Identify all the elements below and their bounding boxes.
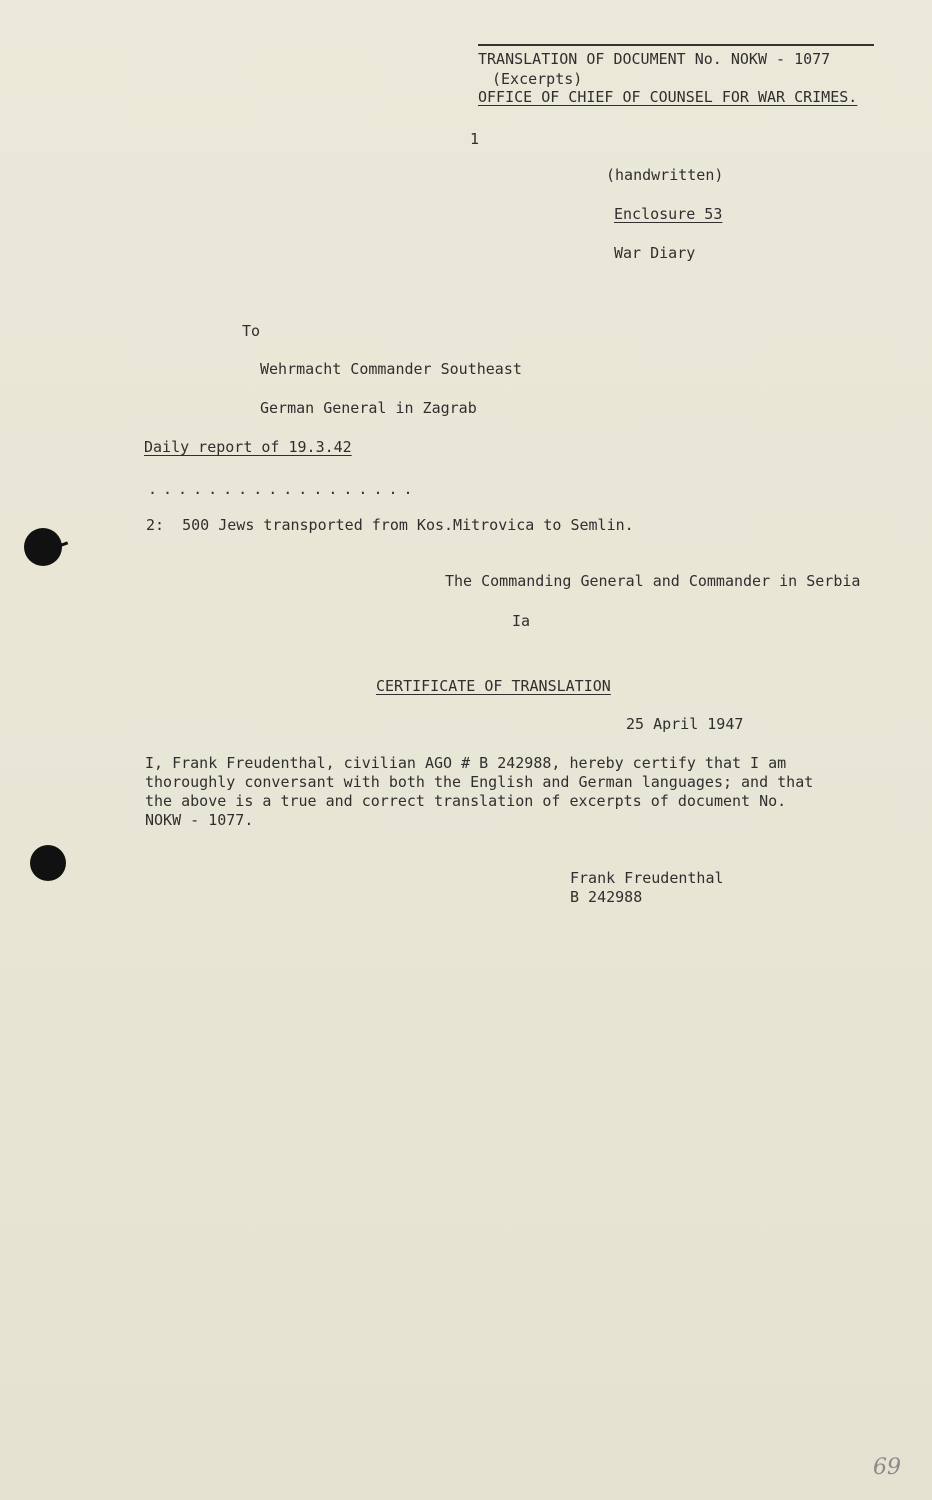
signature-name: Frank Freudenthal	[570, 869, 724, 887]
punch-hole-upper	[24, 528, 62, 566]
handwritten-note: (handwritten)	[606, 166, 724, 184]
header-excerpts: (Excerpts)	[492, 70, 583, 88]
certificate-line: thoroughly conversant with both the English and German languages; and that	[145, 773, 814, 791]
certificate-title: CERTIFICATE OF TRANSLATION	[376, 677, 611, 695]
enclosure-label: Enclosure 53	[614, 205, 723, 223]
archive-page-number: 69	[873, 1455, 901, 1480]
signoff-line2: Ia	[512, 612, 531, 630]
header-rule	[478, 44, 874, 46]
report-title: Daily report of 19.3.42	[144, 438, 352, 456]
addressee-to: To	[242, 322, 261, 340]
war-diary-label: War Diary	[614, 244, 696, 262]
punch-hole-lower	[30, 845, 66, 881]
addressee-line2: German General in Zagrab	[260, 399, 477, 417]
certificate-line: the above is a true and correct translation of excerpts of document No.	[145, 792, 787, 810]
ellipsis-dots: ..................	[148, 480, 419, 498]
certificate-line: I, Frank Freudenthal, civilian AGO # B 242988, hereby certify that I am	[145, 754, 787, 772]
report-item-2: 2: 500 Jews transported from Kos.Mitrovica to Semlin.	[146, 516, 634, 534]
signoff-line1: The Commanding General and Commander in Serbia	[445, 572, 861, 590]
certificate-date: 25 April 1947	[626, 715, 744, 733]
certificate-body	[145, 754, 865, 830]
addressee-line1: Wehrmacht Commander Southeast	[260, 360, 522, 378]
signature-id: B 242988	[570, 888, 643, 906]
header-office: OFFICE OF CHIEF OF COUNSEL FOR WAR CRIMES.	[478, 88, 858, 106]
header-title: TRANSLATION OF DOCUMENT No. NOKW - 1077	[478, 50, 831, 68]
page-number-top: 1	[470, 130, 480, 148]
certificate-line: NOKW - 1077.	[145, 811, 254, 829]
